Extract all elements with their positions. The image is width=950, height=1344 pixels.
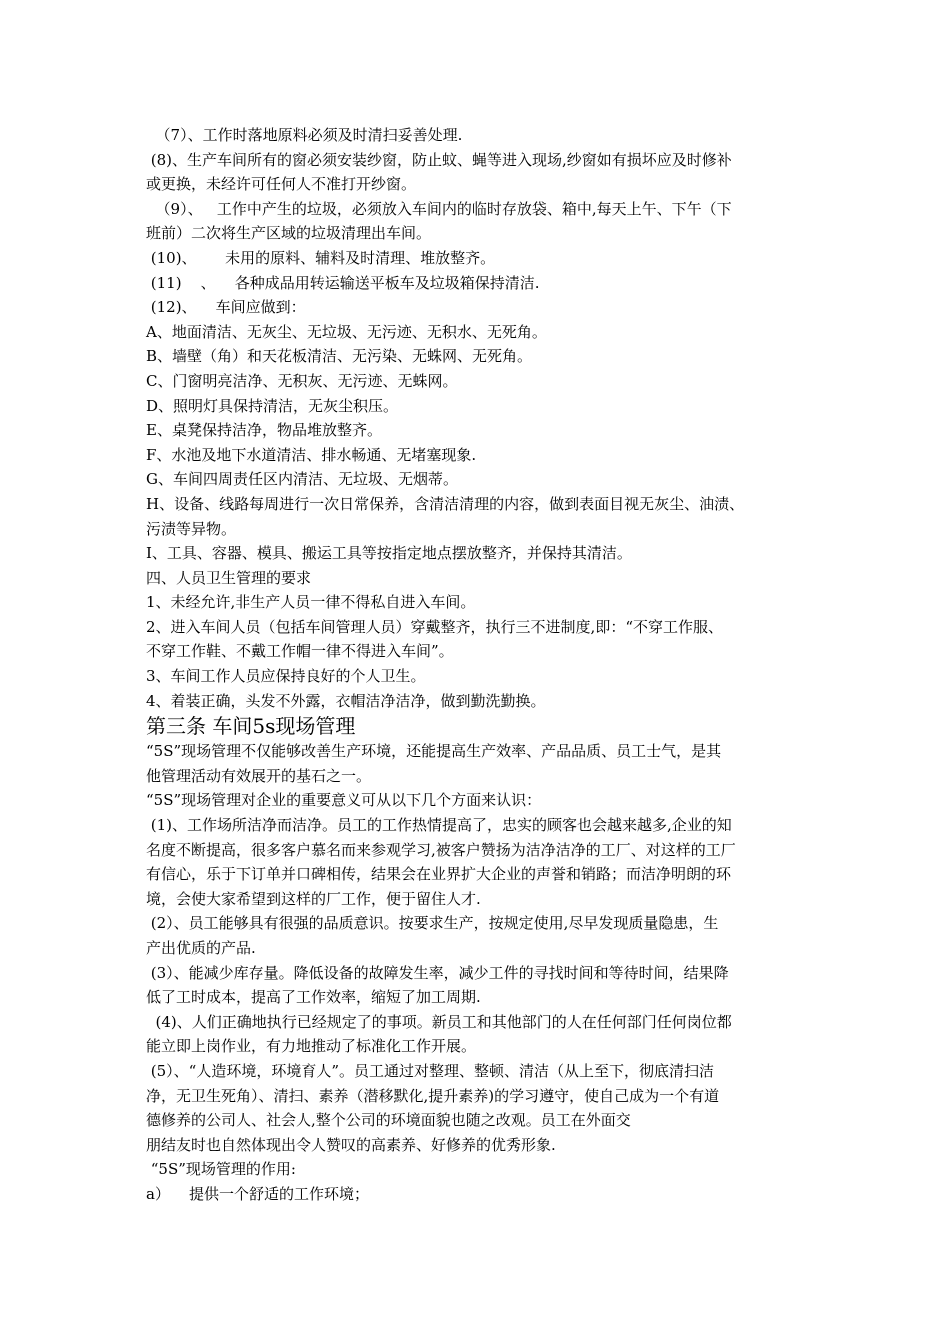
text-line: 班前）二次将生产区域的垃圾清理出车间。: [146, 224, 432, 243]
text-line: (2）、员工能够具有很强的品质意识。按要求生产，按规定使用,尽早发现质量隐患，生: [146, 914, 719, 933]
text-line: C、门窗明亮洁净、无积灰、无污迹、无蛛网。: [146, 371, 458, 390]
text-line: (1)、工作场所洁净而洁净。员工的工作热情提高了，忠实的顾客也会越来越多,企业的知: [146, 816, 732, 835]
text-line: (10)、 未用的原料、辅料及时清理、堆放整齐。: [146, 248, 496, 267]
text-line: H、设备、线路每周进行一次日常保养，含清洁清理的内容，做到表面目视无灰尘、油渍、: [146, 494, 745, 513]
text-line: 或更换，未经许可任何人不准打开纱窗。: [146, 175, 417, 194]
text-line: 有信心，乐于下订单并口碑相传，结果会在业界扩大企业的声誉和销路；而洁净明朗的环: [146, 865, 732, 884]
text-line: 4、着装正确，头发不外露，衣帽洁净洁净，做到勤洗勤换。: [146, 691, 546, 710]
text-line: B、墙壁（角）和天花板清洁、无污染、无蛛网、无死角。: [146, 347, 533, 366]
text-line: A、地面清洁、无灰尘、无垃圾、无污迹、无积水、无死角。: [146, 322, 547, 341]
text-line: F、水池及地下水道清洁、排水畅通、无堵塞现象.: [146, 445, 477, 464]
text-line: 德修养的公司人、社会人,整个公司的环境面貌也随之改观。员工在外面交: [146, 1111, 631, 1130]
text-line: 名度不断提高，很多客户慕名而来参观学习,被客户赞扬为洁净洁净的工厂、对这样的工厂: [146, 840, 736, 859]
text-line: 净，无卫生死角）、清扫、素养（潜移默化,提升素养)的学习遵守，使自己成为一个有道: [146, 1086, 720, 1105]
text-line: （9）、 工作中产生的垃圾，必须放入车间内的临时存放袋、箱中,每天上午、下午（下: [146, 199, 732, 218]
section-heading: 第三条 车间5s现场管理: [146, 714, 356, 739]
text-line: 3、车间工作人员应保持良好的个人卫生。: [146, 667, 426, 686]
text-line: 朋结友时也自然体现出令人赞叹的高素养、好修养的优秀形象.: [146, 1135, 556, 1154]
text-line: D、照明灯具保持清洁，无灰尘积压。: [146, 396, 399, 415]
text-line: “5S”现场管理不仅能够改善生产环境，还能提高生产效率、产品品质、员工士气，是其: [146, 742, 722, 761]
text-line: (3）、能减少库存量。降低设备的故障发生率，减少工件的寻找时间和等待时间，结果降: [146, 963, 729, 982]
text-line: (11) 、 各种成品用转运输送平板车及垃圾箱保持清洁.: [146, 273, 540, 292]
text-line: （7）、工作时落地原料必须及时清扫妥善处理.: [146, 126, 463, 144]
text-line: 2、进入车间人员（包括车间管理人员）穿戴整齐，执行三不进制度,即：“不穿工作服、: [146, 617, 723, 636]
text-line: (5）、“人造环境，环境育人”。员工通过对整理、整顿、清洁（从上至下，彻底清扫洁: [146, 1061, 715, 1080]
text-line: (8)、生产车间所有的窗必须安装纱窗，防止蚊、蝇等进入现场,纱窗如有损坏应及时修补: [146, 150, 732, 169]
text-line: 1、未经允许,非生产人员一律不得私自进入车间。: [146, 593, 476, 612]
text-line: 产出优质的产品.: [146, 939, 256, 957]
text-line: (12)、 车间应做到：: [146, 298, 306, 317]
text-line: E、桌凳保持洁净，物品堆放整齐。: [146, 421, 382, 440]
text-line: 不穿工作鞋、不戴工作帽一律不得进入车间”。: [146, 642, 454, 661]
text-line: “5S”现场管理对企业的重要意义可从以下几个方面来认识：: [146, 791, 542, 810]
text-line: 能立即上岗作业，有力地推动了标准化工作开展。: [146, 1037, 477, 1056]
body-section-5s-management: [146, 739, 826, 1206]
text-line: 污渍等异物。: [146, 519, 237, 538]
text-line: 境，会使大家希望到这样的厂工作，便于留住人才.: [146, 889, 481, 908]
text-line: a） 提供一个舒适的工作环境；: [146, 1184, 370, 1203]
text-line: (4)、人们正确地执行已经规定了的事项。新员工和其他部门的人在任何部门任何岗位都: [146, 1012, 732, 1031]
text-line: 低了工时成本，提高了工作效率，缩短了加工周期.: [146, 988, 481, 1007]
document-page: [146, 123, 826, 1207]
text-line: I、工具、容器、模具、搬运工具等按指定地点摆放整齐，并保持其清洁。: [146, 544, 632, 563]
text-line: 四、人员卫生管理的要求: [146, 568, 312, 587]
text-line: G、车间四周责任区内清洁、无垃圾、无烟蒂。: [146, 470, 458, 489]
text-line: 他管理活动有效展开的基石之一。: [146, 766, 372, 785]
text-line: “5S”现场管理的作用:: [146, 1160, 296, 1179]
body-section-workshop-hygiene: [146, 123, 826, 713]
